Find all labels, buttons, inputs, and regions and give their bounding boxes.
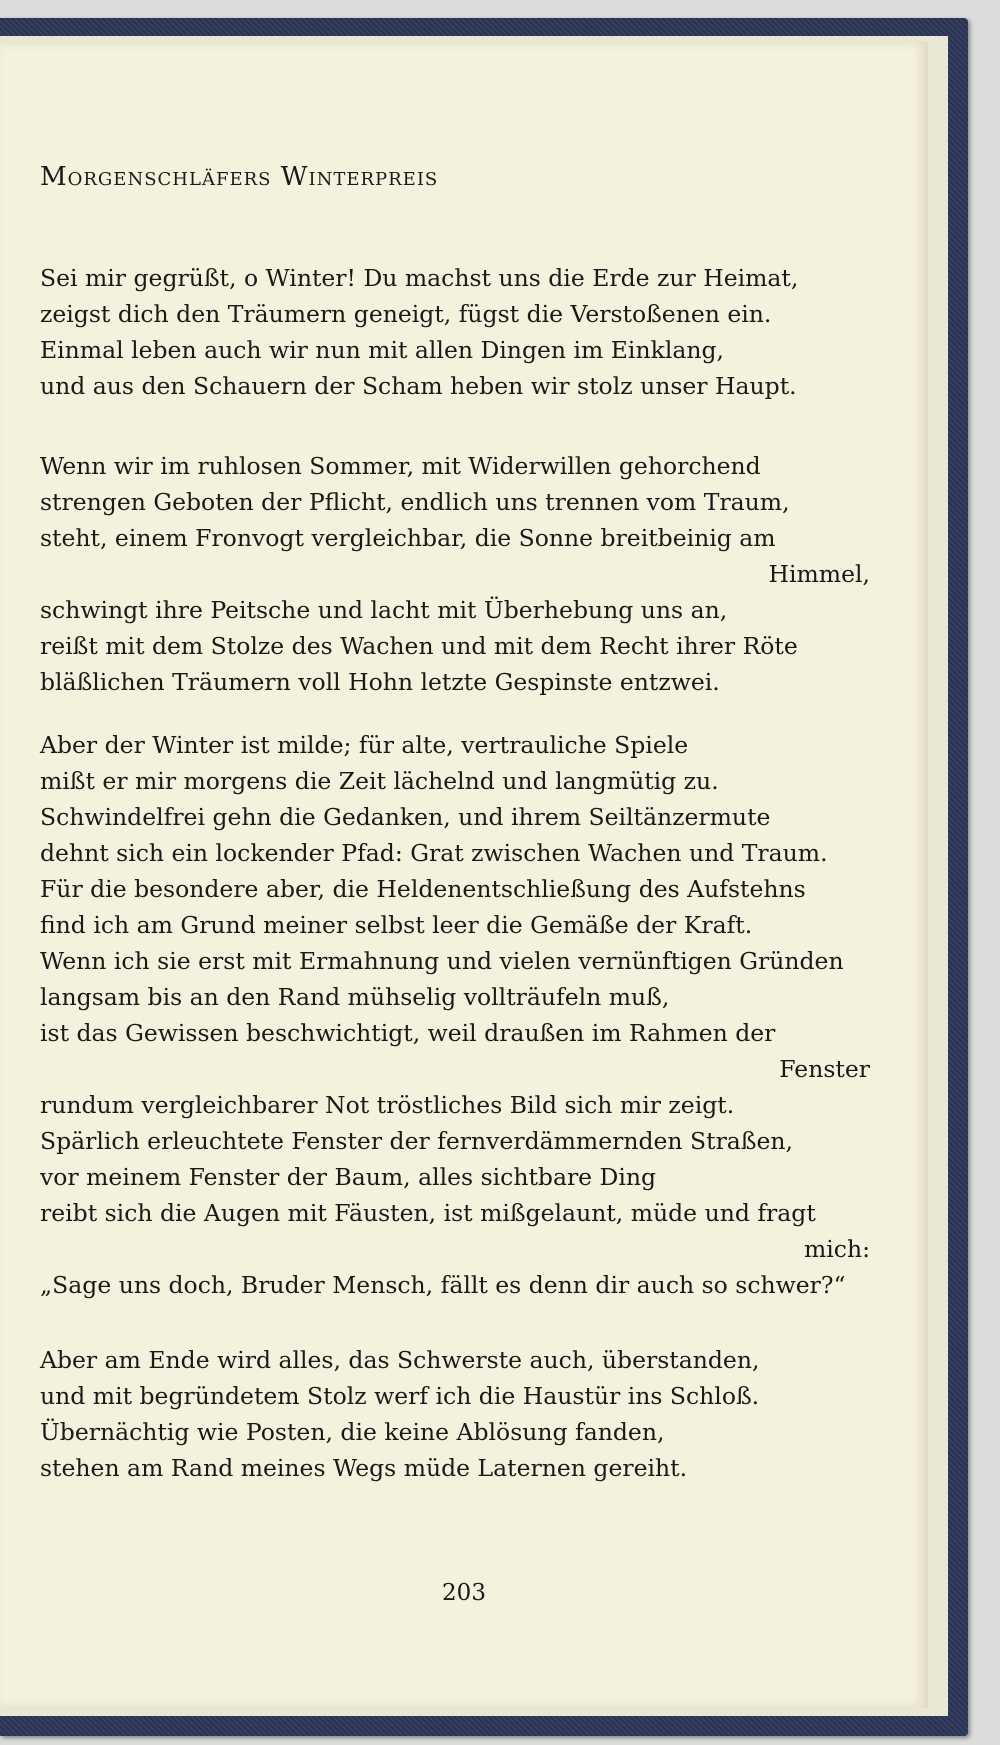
poem-title: Morgenschläfers Winterpreis [40, 162, 439, 192]
verse-line: find ich am Grund meiner selbst leer die Gemäße der Kraft. [40, 911, 753, 939]
verse-line-overflow: Fenster [779, 1055, 870, 1083]
stanza-3 [40, 727, 870, 1303]
verse-line: vor meinem Fenster der Baum, alles sichtbare Ding [40, 1163, 657, 1191]
verse-line: und mit begründetem Stolz werf ich die Haustür ins Schloß. [40, 1382, 760, 1410]
verse-line: strengen Geboten der Pflicht, endlich uns trennen vom Traum, [40, 488, 790, 516]
verse-line: steht, einem Fronvogt vergleichbar, die Sonne breitbeinig am [40, 524, 776, 552]
book-page [0, 42, 928, 1708]
verse-line: Einmal leben auch wir nun mit allen Dingen im Einklang, [40, 336, 724, 364]
verse-line: Schwindelfrei gehn die Gedanken, und ihrem Seiltänzermute [40, 803, 771, 831]
verse-line-overflow: mich: [803, 1235, 870, 1263]
verse-line: „Sage uns doch, Bruder Mensch, fällt es denn dir auch so schwer?“ [40, 1271, 846, 1299]
verse-line: schwingt ihre Peitsche und lacht mit Überhebung uns an, [40, 596, 728, 624]
verse-line-overflow: Himmel, [768, 560, 870, 588]
verse-line: stehen am Rand meines Wegs müde Laternen gereiht. [40, 1454, 688, 1482]
verse-line: Übernächtig wie Posten, die keine Ablösung fanden, [40, 1418, 665, 1446]
verse-line: und aus den Schauern der Scham heben wir stolz unser Haupt. [40, 372, 797, 400]
verse-line: reibt sich die Augen mit Fäusten, ist mißgelaunt, müde und fragt [40, 1199, 816, 1227]
verse-line: bläßlichen Träumern voll Hohn letzte Gespinste entzwei. [40, 668, 720, 696]
stanza-2 [40, 448, 870, 700]
verse-line: Sei mir gegrüßt, o Winter! Du machst uns die Erde zur Heimat, [40, 264, 799, 292]
verse-line: rundum vergleichbarer Not tröstliches Bild sich mir zeigt. [40, 1091, 735, 1119]
verse-line: Aber am Ende wird alles, das Schwerste auch, überstanden, [40, 1346, 760, 1374]
verse-line: Aber der Winter ist milde; für alte, vertrauliche Spiele [40, 731, 689, 759]
stanza-1 [40, 260, 870, 404]
verse-line: langsam bis an den Rand mühselig vollträufeln muß, [40, 983, 670, 1011]
stanza-4 [40, 1342, 870, 1486]
verse-line: Wenn ich sie erst mit Ermahnung und vielen vernünftigen Gründen [40, 947, 844, 975]
verse-line: reißt mit dem Stolze des Wachen und mit dem Recht ihrer Röte [40, 632, 798, 660]
verse-line: zeigst dich den Träumern geneigt, fügst die Verstoßenen ein. [40, 300, 772, 328]
page-number: 203 [442, 1580, 486, 1606]
verse-line: Wenn wir im ruhlosen Sommer, mit Widerwillen gehorchend [40, 452, 761, 480]
verse-line: ist das Gewissen beschwichtigt, weil draußen im Rahmen der [40, 1019, 776, 1047]
verse-line: dehnt sich ein lockender Pfad: Grat zwischen Wachen und Traum. [40, 839, 828, 867]
verse-line: mißt er mir morgens die Zeit lächelnd und langmütig zu. [40, 767, 719, 795]
verse-line: Spärlich erleuchtete Fenster der fernverdämmernden Straßen, [40, 1127, 794, 1155]
verse-line: Für die besondere aber, die Heldenentschließung des Aufstehns [40, 875, 806, 903]
